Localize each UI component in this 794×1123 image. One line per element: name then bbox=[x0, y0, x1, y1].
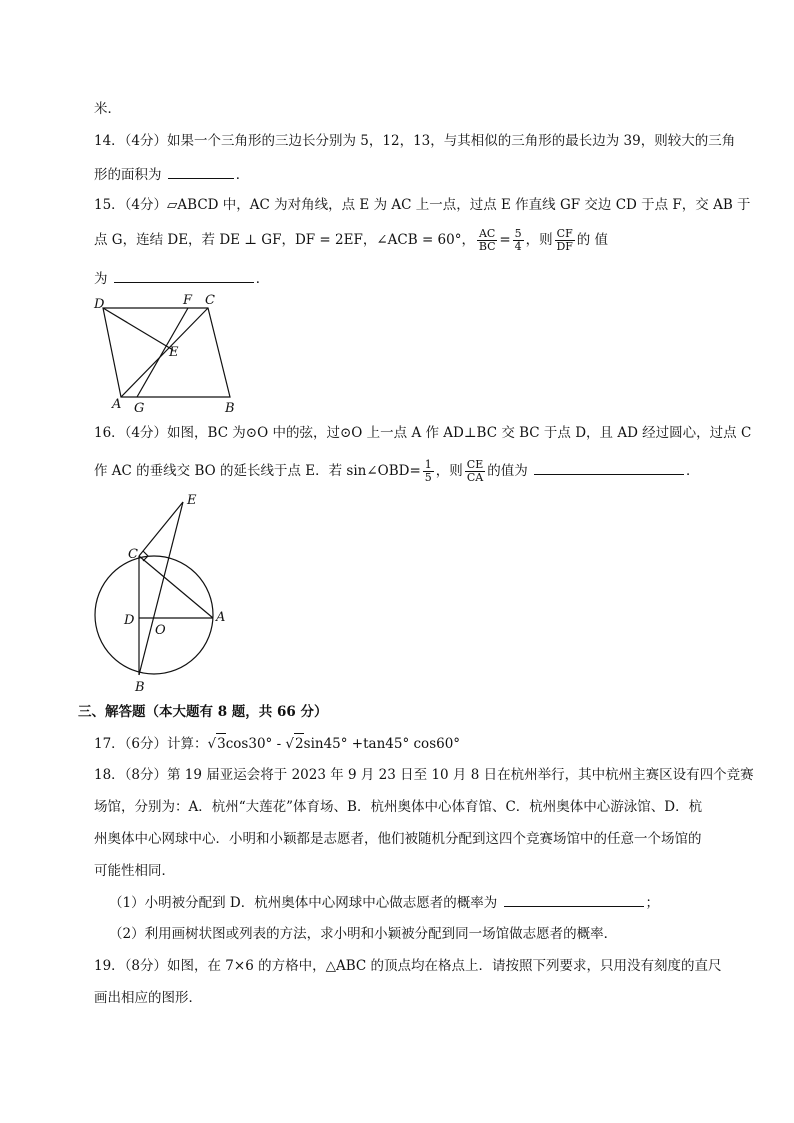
label-a: A bbox=[112, 397, 122, 412]
label-f: F bbox=[183, 293, 193, 308]
q19-line2: 画出相应的图形． bbox=[94, 990, 202, 1006]
q18-sub1-text: （1）小明被分配到 D．杭州奥体中心网球中心做志愿者的概率为 bbox=[109, 895, 498, 911]
q15-line3: 为 ． bbox=[94, 268, 269, 289]
q13-tail: 米． bbox=[94, 101, 121, 117]
q16-text-a: 作 AC 的垂线交 BO 的延长线于点 E．若 sin∠OBD= bbox=[94, 463, 421, 479]
q16-line2: 作 AC 的垂线交 BO 的延长线于点 E．若 sin∠OBD= $\frac{1}{5}$ ，则 $\frac{CE}{CA}$ 的值为 ． bbox=[94, 458, 700, 484]
q15-text-b: ，则 bbox=[525, 232, 553, 248]
q18-line1: 18．（8分）第 19 届亚运会将于 2023 年 9 月 23 日至 10 月 8 日在杭州举行，其中杭州主赛区设有四个竞赛 bbox=[94, 767, 754, 783]
label-e: E bbox=[187, 493, 197, 508]
q17-term2: sin45° +tan45° cos60° bbox=[303, 736, 461, 752]
semicolon: ； bbox=[645, 895, 660, 911]
q17-term1: cos30° - bbox=[225, 736, 282, 752]
sqrt-2: 2 bbox=[294, 733, 304, 754]
q17-line: 17．（6分）计算：√3cos30° - √2sin45° +tan45° cos60° bbox=[94, 733, 460, 754]
q14-line2: 形的面积为 ． bbox=[94, 164, 249, 185]
fraction-1-5: $\frac{1}{5}$ bbox=[424, 458, 432, 484]
q16-text-c: 的值为 bbox=[487, 463, 528, 479]
q18-sub2: （2）利用画树状图或列表的方法，求小明和小颖被分配到同一场馆做志愿者的概率． bbox=[109, 926, 618, 942]
answer-blank bbox=[534, 460, 684, 475]
fraction-cf-df: $\frac{CF}{DF}$ bbox=[556, 227, 573, 253]
label-c: C bbox=[128, 547, 138, 562]
label-g: G bbox=[134, 401, 145, 416]
fraction-5-4: $\frac{5}{4}$ bbox=[514, 227, 522, 253]
q14-text: 形的面积为 bbox=[94, 167, 162, 183]
answer-blank bbox=[168, 164, 234, 179]
label-d: D bbox=[94, 297, 105, 312]
fraction-ce-ca: $\frac{CE}{CA}$ bbox=[466, 458, 484, 484]
label-b: B bbox=[225, 401, 235, 416]
equals-sign: = bbox=[499, 232, 511, 248]
label-e: E bbox=[169, 345, 179, 360]
answer-blank bbox=[504, 892, 644, 907]
q18-line4: 可能性相同． bbox=[94, 863, 175, 879]
q17-prefix: 17．（6分）计算： bbox=[94, 736, 208, 752]
label-o: O bbox=[155, 623, 166, 638]
label-c: C bbox=[205, 293, 215, 308]
q15-text-c: 的 值 bbox=[576, 232, 609, 248]
q19-line1: 19．（8分）如图，在 7×6 的方格中，△ABC 的顶点均在格点上．请按照下列要求，只用没有刻度的直尺 bbox=[94, 958, 722, 974]
answer-blank bbox=[114, 268, 254, 283]
fraction-ac-bc: $\frac{AC}{BC}$ bbox=[478, 227, 496, 253]
q16-text-b: ，则 bbox=[435, 463, 463, 479]
q15-line1: 15．（4分）▱ABCD 中，AC 为对角线，点 E 为 AC 上一点，过点 E 作直线 GF 交边 CD 于点 F，交 AB 于 bbox=[94, 197, 751, 213]
q18-sub1 bbox=[109, 892, 659, 913]
q16-line1: 16．（4分）如图，BC 为⊙O 中的弦，过⊙O 上一点 A 作 AD⊥BC 交 BC 于点 D，且 AD 经过圆心，过点 C bbox=[94, 425, 752, 441]
sqrt-3: 3 bbox=[216, 733, 226, 754]
q18-line2: 场馆，分别为：A．杭州“大莲花”体育场、B．杭州奥体中心体育馆、C．杭州奥体中心游泳馆、D．杭 bbox=[94, 799, 703, 815]
q15-text: 为 bbox=[94, 271, 108, 287]
section-heading: 三、解答题（本大题有 8 题，共 66 分） bbox=[78, 704, 328, 720]
q18-line3: 州奥体中心网球中心．小明和小颖都是志愿者，他们被随机分配到这四个竞赛场馆中的任意一个场馆的 bbox=[94, 831, 702, 847]
circle-figure bbox=[86, 490, 236, 695]
q14-line1: 14．（4分）如果一个三角形的三边长分别为 5，12，13，与其相似的三角形的最长边为 39，则较大的三角 bbox=[94, 133, 736, 149]
q15-line2 bbox=[94, 228, 608, 253]
label-b: B bbox=[135, 680, 145, 695]
parallelogram-figure bbox=[88, 290, 248, 416]
q15-text-a: 点 G，连结 DE，若 DE ⊥ GF，DF = 2EF，∠ACB = 60°， bbox=[94, 232, 475, 248]
label-d: D bbox=[124, 613, 135, 628]
label-a: A bbox=[216, 610, 226, 625]
